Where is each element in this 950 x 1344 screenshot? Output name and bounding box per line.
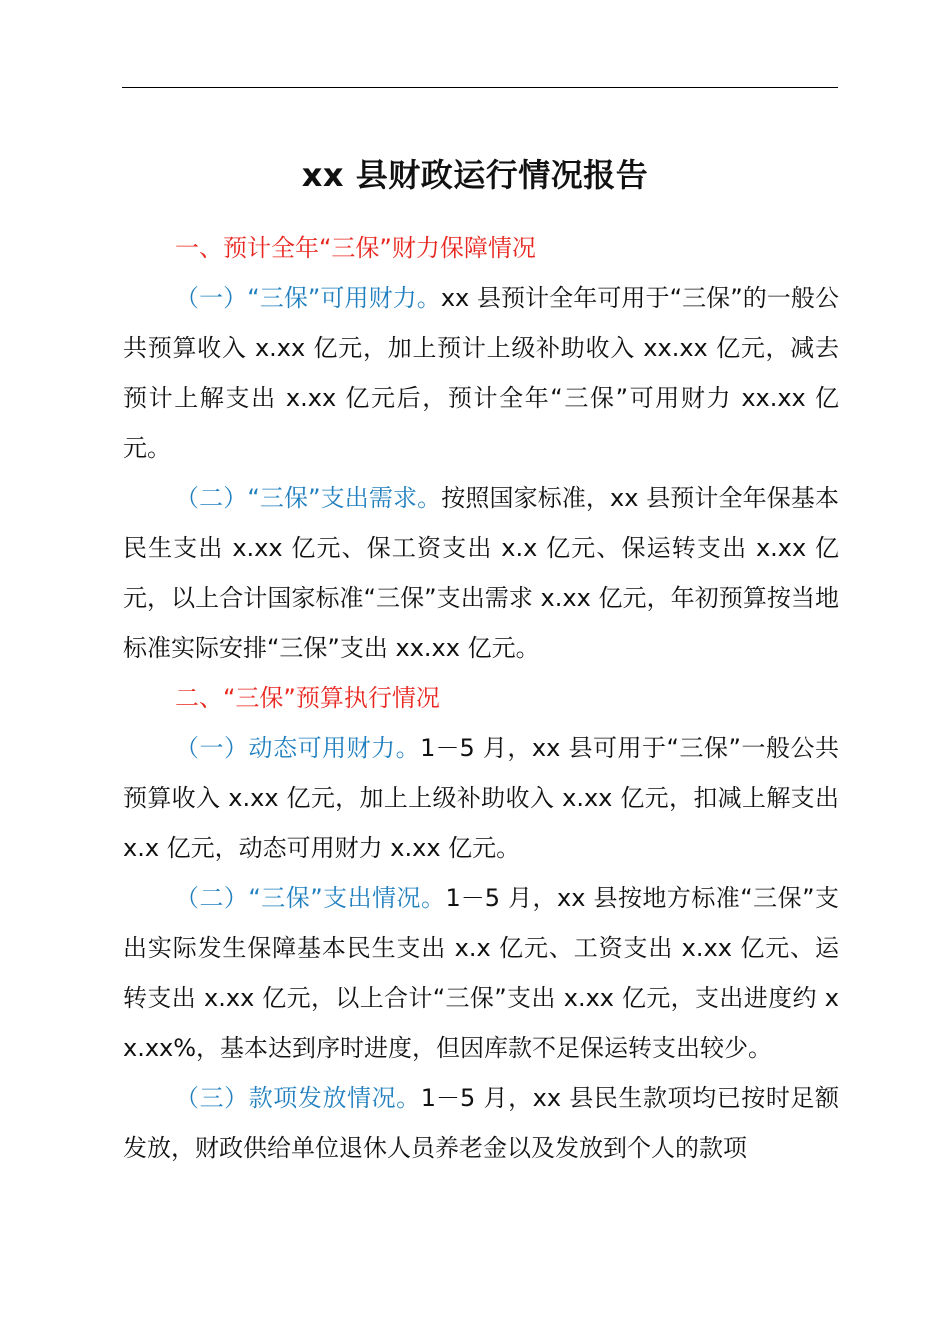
paragraph-1-2 [123,473,839,673]
paragraph-text-2-3: 1－5 月，xx 县民生款项均已按时足额发放，财政供给单位退休人员养老金以及发放到个人的款项 [123,1084,840,1162]
document-title: xx 县财政运行情况报告 [301,156,649,194]
subheading-2-2: （二）“三保”支出情况。 [175,884,446,912]
subheading-1-1: （一）“三保”可用财力。 [175,284,441,312]
paragraph-2-2 [123,873,839,1073]
paragraph-text-2-2: 1－5 月，xx 县按地方标准“三保”支出实际发生保障基本民生支出 x.x 亿元、工资支出 x.xx 亿元、运转支出 x.xx 亿元，以上合计“三保”支出 x.xx 亿元，支出进度约 xx.xx%，基本达到序时进度，但因库款不足保运转支出较少。 [123,884,839,1062]
paragraph-2-1 [123,723,839,873]
section-heading-2: 二、“三保”预算执行情况 [175,684,440,712]
document-body [123,223,839,1173]
paragraph-text-1-2: 按照国家标准，xx 县预计全年保基本民生支出 x.xx 亿元、保工资支出 x.x 亿元、保运转支出 x.xx 亿元，以上合计国家标准“三保”支出需求 x.xx 亿元，年初预算按当地标准实际安排“三保”支出 xx.xx 亿元。 [123,484,839,662]
paragraph-1-1 [123,273,839,473]
paragraph-2-3 [123,1073,839,1173]
paragraph-text-1-1: xx 县预计全年可用于“三保”的一般公共预算收入 x.xx 亿元，加上预计上级补助收入 xx.xx 亿元，减去预计上解支出 x.xx 亿元后，预计全年“三保”可用财力 xx.xx 亿元。 [123,284,839,462]
paragraph-text-2-1: 1－5 月，xx 县可用于“三保”一般公共预算收入 x.xx 亿元，加上上级补助收入 x.xx 亿元，扣减上解支出 x.x 亿元，动态可用财力 x.xx 亿元。 [123,734,839,862]
section-heading-1: 一、预计全年“三保”财力保障情况 [175,234,536,262]
subheading-2-1: （一）动态可用财力。 [175,734,421,762]
subheading-2-3: （三）款项发放情况。 [175,1084,421,1112]
subheading-1-2: （二）“三保”支出需求。 [175,484,442,512]
header-rule [122,87,838,88]
